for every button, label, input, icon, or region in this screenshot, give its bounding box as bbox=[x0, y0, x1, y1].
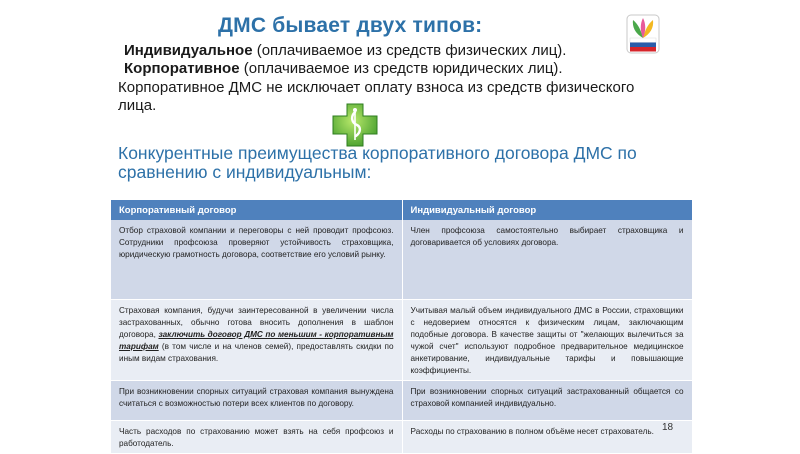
type-individual-term: Индивидуальное bbox=[124, 42, 253, 59]
table-row bbox=[111, 299, 692, 380]
union-logo-icon bbox=[626, 14, 660, 54]
cell-individual: Член профсоюза самостоятельно выбирает страховщика и договаривается об условиях договора. bbox=[402, 220, 692, 299]
cell-corporate: Часть расходов по страхованию может взять на себя профсоюз и работодатель. bbox=[111, 420, 402, 453]
page-number: 18 bbox=[662, 422, 674, 433]
cell-corporate: Отбор страховой компании и переговоры с ней проводит профсоюз. Сотрудники профсоюза проверяют устойчивость страховщика, юридическую грамотность договора, соответствие его условий рынку. bbox=[111, 220, 402, 299]
note-line-2: лица. bbox=[118, 97, 157, 114]
slide-title: ДМС бывает двух типов: bbox=[218, 14, 483, 37]
note-line-1: Корпоративное ДМС не исключает оплату взноса из средств физического bbox=[118, 79, 635, 96]
type-corporate bbox=[124, 60, 563, 77]
subtitle: Конкурентные преимущества корпоративного договора ДМС по сравнению с индивидуальным: bbox=[118, 143, 637, 182]
medical-cross-icon bbox=[330, 101, 380, 149]
cell-corporate-text: Страховая компания, будучи заинтересованной в увеличении числа застрахованных, обычно готова вносить дополнения в шаблон договора, bbox=[119, 305, 394, 339]
comparison-table bbox=[111, 200, 693, 454]
cell-corporate-text-end: (в том числе и на членов семей), предоставлять скидки по иным видам страхования. bbox=[119, 341, 394, 363]
table-row bbox=[111, 380, 692, 420]
type-individual-desc: (оплачиваемое из средств физических лиц). bbox=[252, 42, 567, 59]
cell-individual: Расходы по страхованию в полном объёме несет страхователь. bbox=[402, 420, 692, 453]
header-individual: Индивидуальный договор bbox=[402, 200, 692, 220]
cell-corporate-emphasis: заключить договор ДМС по меньшим - корпоративным тарифам bbox=[119, 329, 394, 351]
cell-individual: Учитывая малый объем индивидуального ДМС в России, страховщики с недоверием относятся к физическим лицам, заключающим подобные договора. В качестве защиты от "желающих вылечиться за чужой счет" используют подробное предварительное медицинское анкетирование, индивидуальные тарифы и повышающие коэффициенты. bbox=[402, 299, 692, 380]
type-corporate-term: Корпоративное bbox=[124, 60, 240, 77]
header-corporate: Корпоративный договор bbox=[111, 200, 402, 220]
type-individual bbox=[124, 42, 566, 59]
type-corporate-desc: (оплачиваемое из средств юридических лиц). bbox=[239, 60, 563, 77]
table-header-row bbox=[111, 200, 692, 220]
cell-corporate bbox=[111, 299, 402, 380]
table-row bbox=[111, 420, 692, 453]
cell-corporate: При возникновении спорных ситуаций страховая компания вынуждена считаться с возможностью потери всех клиентов по договору. bbox=[111, 380, 402, 420]
table-row bbox=[111, 220, 692, 299]
cell-individual: При возникновении спорных ситуаций застрахованный общается со страховой компанией индивидуально. bbox=[402, 380, 692, 420]
